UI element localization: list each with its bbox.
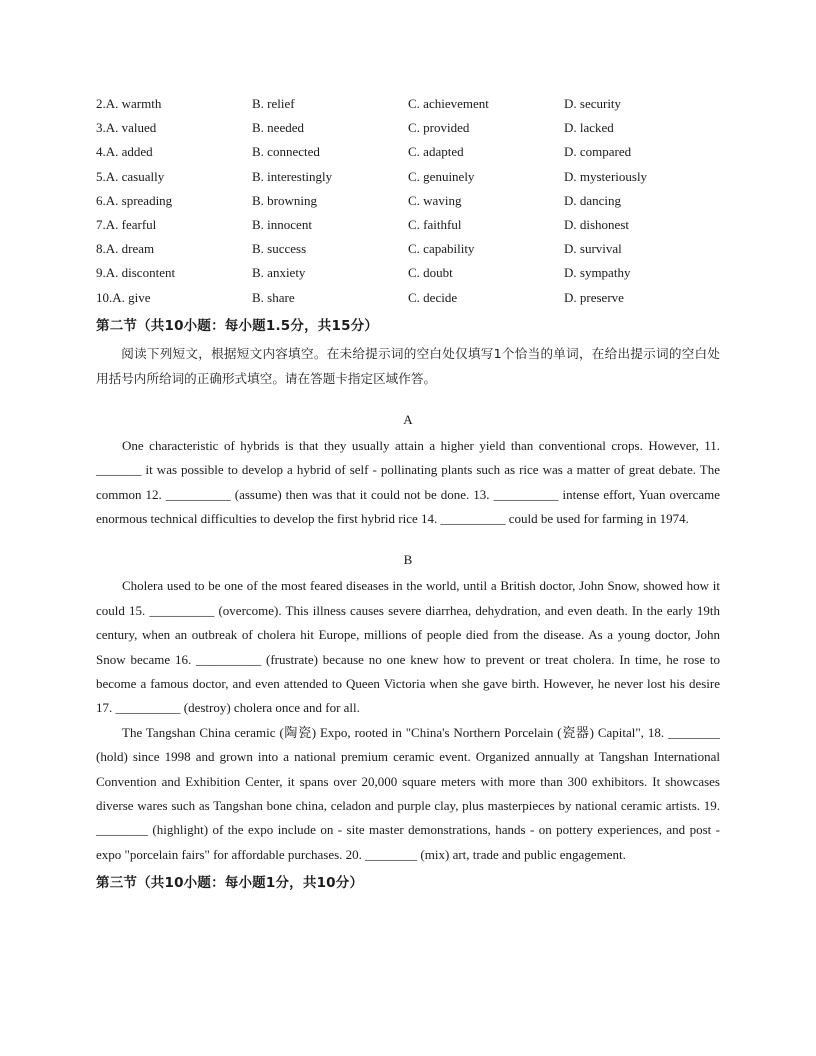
- passage-a: [96, 434, 720, 532]
- option-d: D. mysteriously: [564, 168, 648, 184]
- option-row: [96, 286, 720, 310]
- option-c: C. genuinely: [408, 168, 475, 184]
- option-row: [96, 237, 720, 261]
- option-c: C. faithful: [408, 217, 462, 233]
- option-a: 8.A. dream: [96, 241, 155, 257]
- option-c: C. adapted: [408, 144, 464, 160]
- passage-b-label: B: [403, 552, 413, 568]
- option-b: B. browning: [252, 192, 317, 208]
- option-c: C. waving: [408, 192, 462, 208]
- section-2-instructions: 阅读下列短文，根据短文内容填空。在未给提示词的空白处仅填写1个恰当的单词，在给出提示词的空白处用括号内所给词的正确形式填空。请在答题卡指定区域作答。: [96, 345, 720, 386]
- option-c: C. provided: [408, 120, 470, 136]
- option-c: C. capability: [408, 241, 475, 257]
- option-d: D. dancing: [564, 192, 622, 208]
- option-a: 5.A. casually: [96, 168, 165, 184]
- option-row: [96, 189, 720, 213]
- option-d: D. security: [564, 96, 622, 112]
- option-d: D. survival: [564, 241, 622, 257]
- passage-b-para-2: The Tangshan China ceramic (陶瓷) Expo, rooted in "China's Northern Porcelain (瓷器) Capital", 18. ________ (hold) since 1998 and grown into a national premium ceramic event. Organized annually at Tangshan International Convention and Exhibition Center, it spans over 20,000 square meters with more than 300 exhibitors. It showcases diverse wares such as Tangshan bone china, celadon and purple clay, plus masterpieces by national ceramic artists. 19. ________ (highlight) of the expo include on - site master demonstrations, hands - on pottery experiences, and post - expo "porcelain fairs" for affordable purchases. 20. ________ (mix) art, trade and public engagement.: [96, 724, 720, 862]
- option-a: 10.A. give: [96, 289, 151, 305]
- section-2-heading: 第二节（共10小题：每小题1.5分，共15分）: [96, 317, 379, 334]
- passage-b: [96, 574, 720, 867]
- passage-a-label: A: [403, 411, 413, 427]
- option-b: B. share: [252, 289, 295, 305]
- option-a: 9.A. discontent: [96, 265, 176, 281]
- option-c: C. doubt: [408, 265, 453, 281]
- option-a: 6.A. spreading: [96, 192, 173, 208]
- option-d: D. dishonest: [564, 217, 629, 233]
- option-a: 4.A. added: [96, 144, 153, 160]
- passage-b-para-1: Cholera used to be one of the most feared diseases in the world, until a British doctor, John Snow, showed how it could 15. __________ (overcome). This illness causes severe diarrhea, dehydration, and even death. In the early 19th century, when an outbreak of cholera hit Europe, millions of people died from the disease. As a young doctor, John Snow became 16. __________ (frustrate) because no one knew how to prevent or treat cholera. In time, he rose to become a famous doctor, and even attended to Queen Victoria when she gave birth. However, he never lost his desire 17. __________ (destroy) cholera once and for all.: [96, 578, 720, 716]
- option-d: D. sympathy: [564, 265, 631, 281]
- section-3-heading: 第三节（共10小题：每小题1分，共10分）: [96, 875, 364, 892]
- option-b: B. interestingly: [252, 168, 333, 184]
- option-row: [96, 116, 720, 140]
- option-b: B. success: [252, 241, 307, 257]
- option-b: B. needed: [252, 120, 304, 136]
- option-row: [96, 213, 720, 237]
- option-c: C. decide: [408, 289, 458, 305]
- passage-a-text: One characteristic of hybrids is that they usually attain a higher yield than conventional crops. However, 11. _______ it was possible to develop a hybrid of self - pollinating plants such as rice was a matter of great debate. The common 12. __________ (assume) then was that it could not be done. 13. __________ intense effort, Yuan overcame enormous technical difficulties to develop the first hybrid rice 14. __________ could be used for farming in 1974.: [96, 437, 720, 526]
- option-row: [96, 92, 720, 116]
- option-a: 7.A. fearful: [96, 217, 157, 233]
- option-b: B. innocent: [252, 217, 312, 233]
- option-d: D. compared: [564, 144, 632, 160]
- option-a: 3.A. valued: [96, 120, 157, 136]
- option-b: B. relief: [252, 96, 295, 112]
- document-page: [96, 92, 720, 895]
- option-b: B. connected: [252, 144, 320, 160]
- options-list: [96, 92, 720, 310]
- option-row: [96, 165, 720, 189]
- option-row: [96, 261, 720, 285]
- option-d: D. preserve: [564, 289, 624, 305]
- option-row: [96, 140, 720, 164]
- option-d: D. lacked: [564, 120, 614, 136]
- option-a: 2.A. warmth: [96, 96, 162, 112]
- option-b: B. anxiety: [252, 265, 306, 281]
- option-c: C. achievement: [408, 96, 489, 112]
